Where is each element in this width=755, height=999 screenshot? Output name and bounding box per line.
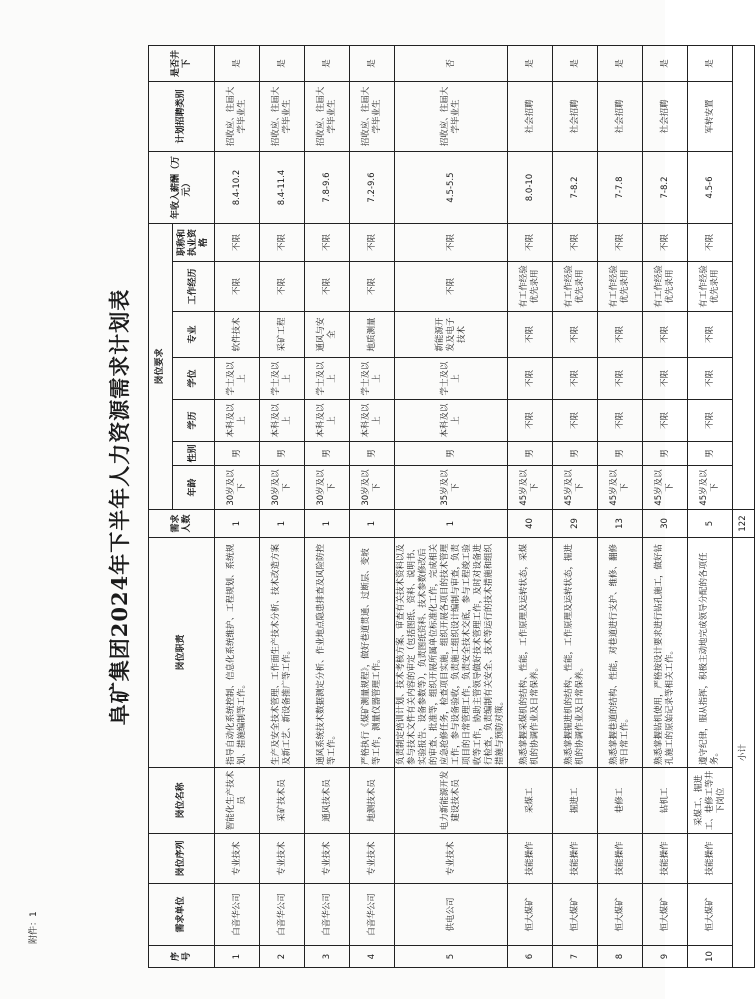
- table-row: [688, 46, 733, 968]
- total-count: 122: [733, 510, 755, 538]
- cell-degree: 不限: [598, 358, 643, 400]
- cell-category: 技能操作: [598, 834, 643, 884]
- table-row: [305, 46, 350, 968]
- cell-unit: 白音华公司: [260, 884, 305, 946]
- cell-unit: 恒大煤矿: [643, 884, 688, 946]
- cell-salary: 8.0-10: [508, 152, 553, 224]
- cell-degree: 学士及以上: [215, 358, 260, 400]
- document-title: 阜矿集团2024年下半年人力资源需求计划表: [107, 288, 132, 726]
- cell-age: 35岁及以下: [395, 466, 508, 510]
- cell-seq: 5: [395, 946, 508, 968]
- cell-unit: 供电公司: [395, 884, 508, 946]
- cell-count: 1: [395, 510, 508, 538]
- total-label: 小计: [733, 538, 755, 968]
- cell-qualification: 不限: [260, 224, 305, 262]
- cell-major: 通风与安全: [305, 312, 350, 358]
- cell-degree: 不限: [643, 358, 688, 400]
- cell-education: 不限: [553, 400, 598, 442]
- cell-experience: 有工作经验优先录用: [643, 262, 688, 312]
- cell-count: 1: [260, 510, 305, 538]
- header-gender: 性别: [173, 442, 215, 466]
- cell-major: 不限: [508, 312, 553, 358]
- cell-gender: 男: [260, 442, 305, 466]
- cell-seq: 8: [598, 946, 643, 968]
- cell-category: 技能操作: [508, 834, 553, 884]
- cell-recruit: 招收应、往届大学毕业生: [395, 82, 508, 152]
- table-row: [395, 46, 508, 968]
- cell-salary: 4.5-5.5: [395, 152, 508, 224]
- cell-major: 地质测量: [350, 312, 395, 358]
- cell-duty: 负责制定培训计划、技术考核方案、审查有关技术资料以及参与技术文件有关内容的审定（包括图纸、资料、说明书、实验报告、设备参数等），负责图纸资料、技术参数修改后的审查、批准等，组织开展所属单位标准化工作，完成相关应急抢修任务，检查项目实施，组织开展各项目的技术管理工作，参与设备验收，负责施工组织设计编制与审查，负责项目的日常管理工作，负责安全技术交底，参与工程竣工验收等工作，协助主管领导做好技术管理工作，及时对设备进行检查，负责编制有关安全、技术等运行的技术措施和组织措施与预防对策。: [395, 538, 508, 768]
- cell-count: 5: [688, 510, 733, 538]
- cell-education: 不限: [598, 400, 643, 442]
- cell-position: 采矿技术员: [260, 768, 305, 834]
- cell-education: 不限: [643, 400, 688, 442]
- cell-education: 本科及以上: [215, 400, 260, 442]
- cell-duty: 熟悉掌握巷道的结构、性能，对巷道进行支护、维修、翻修等日常工作。: [598, 538, 643, 768]
- cell-age: 30岁及以下: [350, 466, 395, 510]
- cell-salary: 7-8.2: [643, 152, 688, 224]
- cell-major: 软件技术: [215, 312, 260, 358]
- header-qualification: 职称和执业资格: [173, 224, 215, 262]
- cell-qualification: 不限: [305, 224, 350, 262]
- cell-recruit: 社会招聘: [598, 82, 643, 152]
- cell-experience: 不限: [305, 262, 350, 312]
- cell-underground: 是: [350, 46, 395, 82]
- cell-duty: 指导自动化系统控制、信息化系统维护、工程规划、系统规划、措施编制等工作。: [215, 538, 260, 768]
- table-body: [215, 46, 755, 968]
- cell-count: 1: [215, 510, 260, 538]
- table-row: [508, 46, 553, 968]
- cell-qualification: 不限: [643, 224, 688, 262]
- cell-education: 本科及以上: [350, 400, 395, 442]
- cell-experience: 有工作经验优先录用: [688, 262, 733, 312]
- cell-major: 采矿工程: [260, 312, 305, 358]
- cell-unit: 白音华公司: [350, 884, 395, 946]
- cell-age: 30岁及以下: [260, 466, 305, 510]
- rotated-table-wrapper: [92, 46, 748, 968]
- cell-recruit: 招收应、往届大学毕业生: [215, 82, 260, 152]
- table-row: [643, 46, 688, 968]
- cell-degree: 学士及以上: [395, 358, 508, 400]
- cell-category: 技能操作: [553, 834, 598, 884]
- total-row: [733, 46, 755, 968]
- cell-unit: 白音华公司: [305, 884, 350, 946]
- header-salary: 年收入薪酬（万元）: [149, 152, 215, 224]
- cell-underground: 是: [305, 46, 350, 82]
- cell-position: 采煤工: [508, 768, 553, 834]
- cell-unit: 恒大煤矿: [598, 884, 643, 946]
- header-recruit: 计划招聘类别: [149, 82, 215, 152]
- header-underground: 是否井下: [149, 46, 215, 82]
- header-requirements: 岗位要求: [149, 224, 173, 510]
- cell-seq: 7: [553, 946, 598, 968]
- cell-qualification: 不限: [215, 224, 260, 262]
- header-education: 学历: [173, 400, 215, 442]
- cell-count: 1: [305, 510, 350, 538]
- cell-qualification: 不限: [553, 224, 598, 262]
- cell-unit: 恒大煤矿: [508, 884, 553, 946]
- cell-unit: 恒大煤矿: [688, 884, 733, 946]
- cell-experience: 不限: [260, 262, 305, 312]
- cell-duty: 通风系统技术数据测定分析、作业地点隐患排查及风险防控等工作。: [305, 538, 350, 768]
- cell-gender: 男: [598, 442, 643, 466]
- cell-position: 智能化生产技术员: [215, 768, 260, 834]
- cell-category: 技能操作: [643, 834, 688, 884]
- header-seq: 序号: [149, 946, 215, 968]
- cell-major: 不限: [688, 312, 733, 358]
- cell-qualification: 不限: [688, 224, 733, 262]
- cell-count: 40: [508, 510, 553, 538]
- cell-recruit: 招收应、往届大学毕业生: [260, 82, 305, 152]
- cell-underground: 是: [260, 46, 305, 82]
- cell-position: 采煤工、掘进工、巷修工等井下岗位: [688, 768, 733, 834]
- cell-gender: 男: [688, 442, 733, 466]
- cell-recruit: 军转安置: [688, 82, 733, 152]
- cell-qualification: 不限: [350, 224, 395, 262]
- cell-duty: 生产及安全技术管理、工作面生产技术分析、技术改造方案及新工艺、新设备推广等工作。: [260, 538, 305, 768]
- header-position: 岗位名称: [149, 768, 215, 834]
- cell-experience: 不限: [215, 262, 260, 312]
- cell-salary: 8.4-11.4: [260, 152, 305, 224]
- cell-underground: 否: [395, 46, 508, 82]
- cell-unit: 恒大煤矿: [553, 884, 598, 946]
- cell-position: 掘进工: [553, 768, 598, 834]
- cell-recruit: 社会招聘: [553, 82, 598, 152]
- cell-major: 不限: [598, 312, 643, 358]
- cell-education: 本科及以上: [395, 400, 508, 442]
- cell-position: 地测技术员: [350, 768, 395, 834]
- cell-seq: 6: [508, 946, 553, 968]
- cell-duty: 遵守纪律，服从指挥，积极主动地完成领导分配的各项任务。: [688, 538, 733, 768]
- cell-seq: 3: [305, 946, 350, 968]
- cell-gender: 男: [305, 442, 350, 466]
- cell-experience: 有工作经验优先录用: [508, 262, 553, 312]
- header-unit: 需求单位: [149, 884, 215, 946]
- cell-major: 不限: [643, 312, 688, 358]
- cell-seq: 1: [215, 946, 260, 968]
- cell-degree: 不限: [553, 358, 598, 400]
- cell-education: 本科及以上: [305, 400, 350, 442]
- cell-underground: 是: [508, 46, 553, 82]
- cell-experience: 有工作经验优先录用: [553, 262, 598, 312]
- cell-duty: 严格执行《煤矿测量规程》，做好巷道贯通、过断层、变坡等工作，测量仪器管理工作。: [350, 538, 395, 768]
- cell-salary: 8.4-10.2: [215, 152, 260, 224]
- header-major: 专业: [173, 312, 215, 358]
- cell-position: 巷修工: [598, 768, 643, 834]
- cell-gender: 男: [215, 442, 260, 466]
- cell-degree: 学士及以上: [305, 358, 350, 400]
- cell-seq: 10: [688, 946, 733, 968]
- cell-unit: 白音华公司: [215, 884, 260, 946]
- cell-underground: 是: [643, 46, 688, 82]
- cell-salary: 7.2-9.6: [350, 152, 395, 224]
- cell-recruit: 社会招聘: [508, 82, 553, 152]
- table-row: [260, 46, 305, 968]
- cell-seq: 4: [350, 946, 395, 968]
- cell-qualification: 不限: [508, 224, 553, 262]
- cell-degree: 学士及以上: [260, 358, 305, 400]
- header-category: 岗位序列: [149, 834, 215, 884]
- cell-duty: 熟悉掌握掘进机的结构、性能，工作原理及运转状态，掘进机的协调作业及日常保养。: [553, 538, 598, 768]
- cell-category: 专业技术: [260, 834, 305, 884]
- cell-gender: 男: [643, 442, 688, 466]
- cell-underground: 是: [598, 46, 643, 82]
- header-age: 年龄: [173, 466, 215, 510]
- cell-duty: 熟悉掌握采煤机的结构、性能，工作原理及运转状态，采煤机的协调作业及日常保养。: [508, 538, 553, 768]
- cell-age: 30岁及以下: [215, 466, 260, 510]
- cell-underground: 是: [688, 46, 733, 82]
- cell-salary: 7-8.2: [553, 152, 598, 224]
- cell-salary: 4.5-6: [688, 152, 733, 224]
- total-filler: [733, 46, 755, 510]
- cell-experience: 不限: [350, 262, 395, 312]
- cell-age: 45岁及以下: [688, 466, 733, 510]
- cell-age: 30岁及以下: [305, 466, 350, 510]
- cell-major: 新能源开发及电子技术: [395, 312, 508, 358]
- cell-count: 13: [598, 510, 643, 538]
- cell-gender: 男: [350, 442, 395, 466]
- cell-age: 45岁及以下: [553, 466, 598, 510]
- cell-recruit: 社会招聘: [643, 82, 688, 152]
- cell-position: 钻机工: [643, 768, 688, 834]
- cell-qualification: 不限: [395, 224, 508, 262]
- cell-education: 本科及以上: [260, 400, 305, 442]
- header-degree: 学位: [173, 358, 215, 400]
- cell-degree: 学士及以上: [350, 358, 395, 400]
- cell-gender: 男: [508, 442, 553, 466]
- header-experience: 工作经历: [173, 262, 215, 312]
- cell-category: 专业技术: [395, 834, 508, 884]
- cell-gender: 男: [395, 442, 508, 466]
- cell-seq: 9: [643, 946, 688, 968]
- cell-underground: 是: [215, 46, 260, 82]
- cell-category: 专业技术: [350, 834, 395, 884]
- cell-degree: 不限: [508, 358, 553, 400]
- cell-age: 45岁及以下: [643, 466, 688, 510]
- cell-major: 不限: [553, 312, 598, 358]
- hr-demand-table: [148, 45, 755, 968]
- header-duty: 岗位职责: [149, 538, 215, 768]
- table-row: [598, 46, 643, 968]
- cell-salary: 7.8-9.6: [305, 152, 350, 224]
- cell-recruit: 招收应、往届大学毕业生: [305, 82, 350, 152]
- cell-underground: 是: [553, 46, 598, 82]
- cell-experience: 有工作经验优先录用: [598, 262, 643, 312]
- cell-experience: 不限: [395, 262, 508, 312]
- cell-degree: 不限: [688, 358, 733, 400]
- table-row: [553, 46, 598, 968]
- cell-category: 专业技术: [215, 834, 260, 884]
- cell-count: 1: [350, 510, 395, 538]
- cell-category: 专业技术: [305, 834, 350, 884]
- cell-qualification: 不限: [598, 224, 643, 262]
- cell-age: 45岁及以下: [598, 466, 643, 510]
- cell-education: 不限: [508, 400, 553, 442]
- cell-count: 30: [643, 510, 688, 538]
- header-count: 需求人数: [149, 510, 215, 538]
- cell-recruit: 招收应、往届大学毕业生: [350, 82, 395, 152]
- cell-category: 技能操作: [688, 834, 733, 884]
- cell-salary: 7-7.8: [598, 152, 643, 224]
- table-row: [215, 46, 260, 968]
- attachment-label: 附件：1: [29, 911, 39, 944]
- cell-duty: 熟悉掌握钻机使用，严格按设计要求进行钻孔施工，做好钻孔施工的原始记录等相关工作。: [643, 538, 688, 768]
- table-row: [350, 46, 395, 968]
- cell-position: 通风技术员: [305, 768, 350, 834]
- cell-education: 不限: [688, 400, 733, 442]
- cell-count: 29: [553, 510, 598, 538]
- cell-position: 电力新能源开发建设技术员: [395, 768, 508, 834]
- cell-age: 45岁及以下: [508, 466, 553, 510]
- cell-seq: 2: [260, 946, 305, 968]
- cell-gender: 男: [553, 442, 598, 466]
